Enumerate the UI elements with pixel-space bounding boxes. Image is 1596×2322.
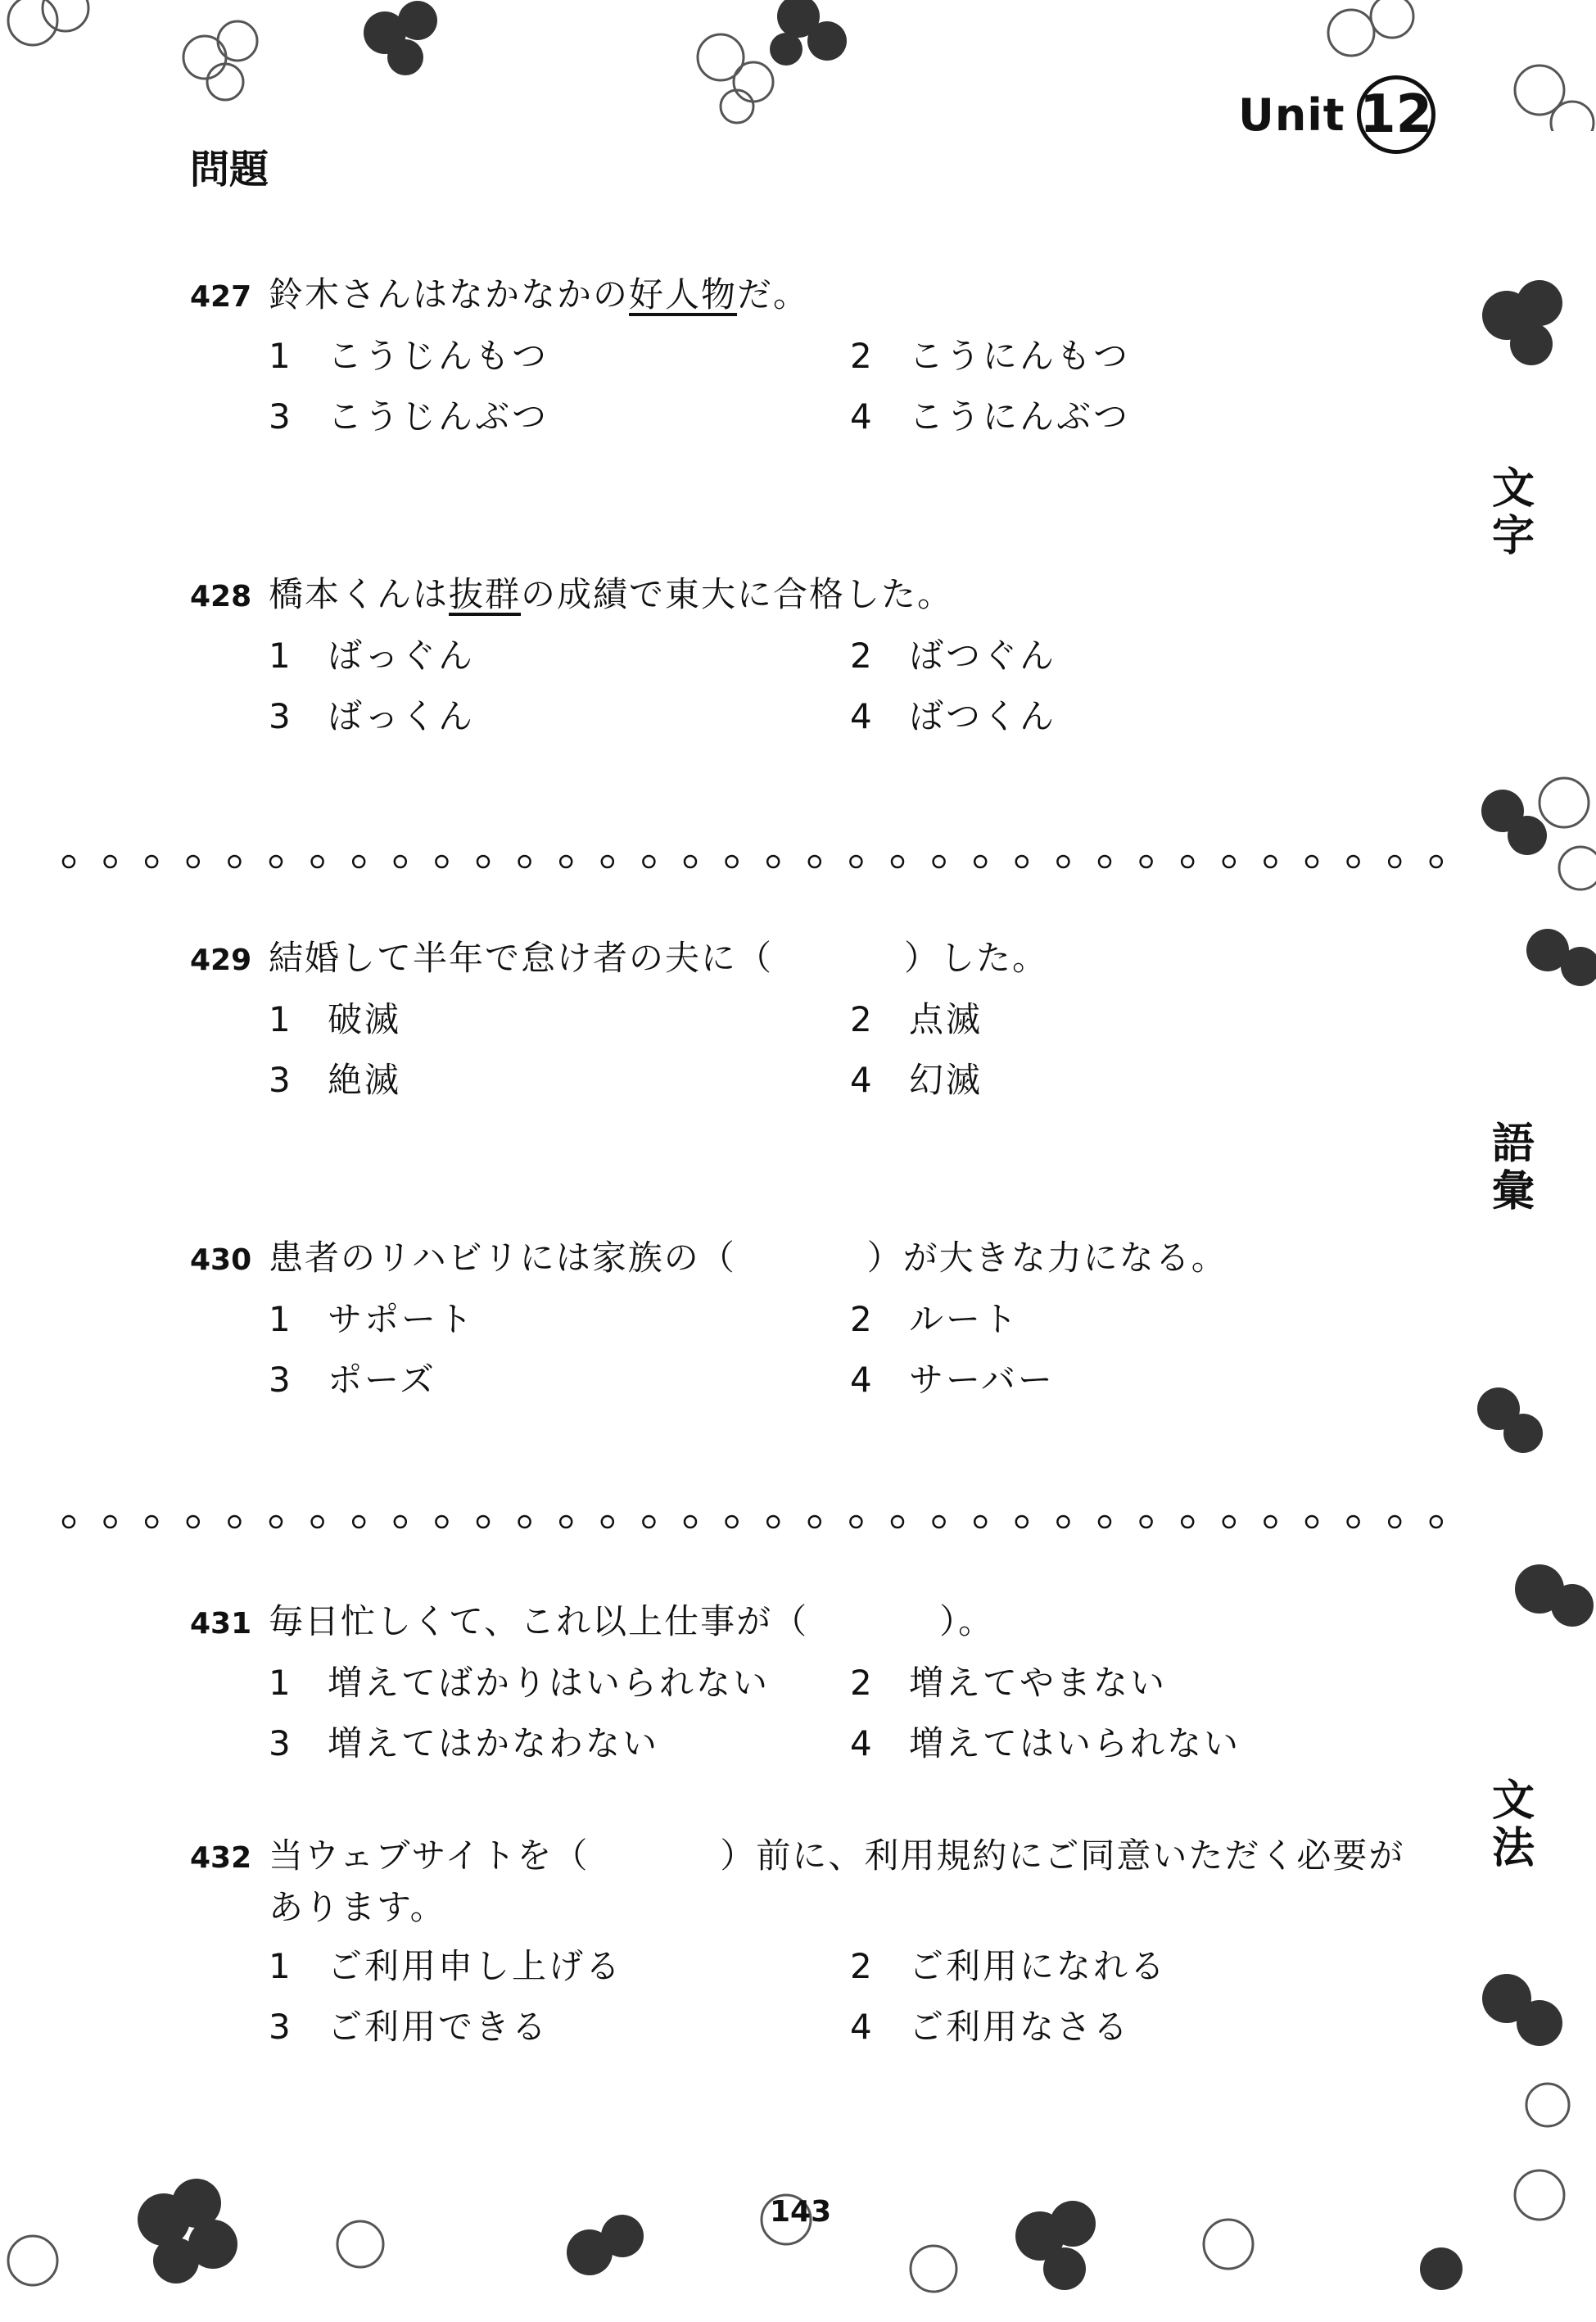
question-430 [190, 1233, 1435, 1405]
option-2[interactable]: 2 ご利用になれる [850, 1946, 1168, 1986]
separator-dot [726, 1516, 738, 1528]
option-3[interactable]: 3 絶滅 [269, 1060, 402, 1100]
question-text: 結婚して半年で怠け者の夫に（ ）した。 [269, 938, 1049, 978]
separator-dot [1431, 856, 1442, 867]
option-4[interactable]: 4 幻滅 [850, 1060, 983, 1100]
separator-dot [105, 856, 116, 867]
separator-dot [726, 856, 738, 867]
dotted-separator [61, 852, 1453, 871]
question-429 [190, 934, 1435, 1105]
separator-dot [1182, 1516, 1193, 1528]
options [269, 1942, 1435, 2052]
separator-dot [395, 856, 406, 867]
question-428 [190, 570, 1435, 741]
separator-dot [934, 1516, 945, 1528]
separator-dot [105, 1516, 116, 1528]
separator-dot [353, 856, 364, 867]
option-4[interactable]: 4 こうにんぶつ [850, 396, 1131, 437]
options [269, 1659, 1435, 1768]
option-2[interactable]: 2 ばつぐん [850, 636, 1057, 676]
separator-dot [353, 1516, 364, 1528]
underlined-word: 抜群 [449, 574, 522, 614]
question-number: 427 [190, 280, 252, 314]
option-3[interactable]: 3 ばっくん [269, 696, 476, 736]
separator-dot [892, 856, 903, 867]
separator-dot [767, 856, 779, 867]
separator-dot [146, 856, 157, 867]
separator-dot [312, 1516, 323, 1528]
underlined-word: 好人物 [629, 274, 738, 315]
options [269, 332, 1435, 441]
option-1[interactable]: 1 破滅 [269, 999, 402, 1039]
separator-dot [850, 1516, 861, 1528]
option-4[interactable]: 4 増えてはいられない [850, 1723, 1241, 1763]
option-2[interactable]: 2 増えてやまない [850, 1663, 1168, 1703]
separator-dot [1348, 856, 1359, 867]
section-title: 問題 [190, 147, 269, 192]
question-427 [190, 270, 1435, 441]
separator-dot [228, 1516, 240, 1528]
side-label-char: 文 [1491, 464, 1535, 514]
separator-dot [1016, 1516, 1028, 1528]
separator-dot [477, 856, 489, 867]
dotted-separator [61, 1512, 1453, 1532]
option-4[interactable]: 4 ご利用なさる [850, 2007, 1131, 2047]
separator-dot [1141, 1516, 1152, 1528]
separator-dot [436, 856, 447, 867]
separator-dot [934, 856, 945, 867]
side-label-moji [1489, 465, 1538, 560]
separator-dot [1348, 1516, 1359, 1528]
unit-label: Unit [1238, 88, 1345, 141]
flower-decoration-bottom [0, 2146, 1596, 2322]
side-label-char: 字 [1491, 512, 1535, 561]
separator-dot [270, 856, 282, 867]
question-text: 橋本くんは抜群の成績で東大に合格した。 [269, 574, 954, 614]
separator-dot [602, 856, 613, 867]
separator-dot [643, 1516, 654, 1528]
option-4[interactable]: 4 サーバー [850, 1360, 1055, 1400]
separator-dot [974, 856, 986, 867]
separator-dot [767, 1516, 779, 1528]
side-label-char: 法 [1491, 1824, 1535, 1873]
question-text: 鈴木さんはなかなかの好人物だ。 [269, 274, 810, 315]
option-1[interactable]: 1 ご利用申し上げる [269, 1946, 623, 1986]
option-3[interactable]: 3 ポーズ [269, 1360, 436, 1400]
option-2[interactable]: 2 点滅 [850, 999, 983, 1039]
question-text-continuation: あります。 [269, 1887, 446, 1927]
separator-dot [974, 1516, 986, 1528]
question-432 [190, 1831, 1435, 2052]
separator-dot [1099, 1516, 1110, 1528]
separator-dot [1141, 856, 1152, 867]
separator-dot [519, 1516, 531, 1528]
options [269, 1295, 1435, 1405]
option-2[interactable]: 2 こうにんもつ [850, 336, 1131, 376]
page-number: 143 [770, 2195, 832, 2229]
separator-dot [1389, 1516, 1400, 1528]
separator-dot [270, 1516, 282, 1528]
option-2[interactable]: 2 ルート [850, 1299, 1020, 1339]
separator-dot [436, 1516, 447, 1528]
separator-dot [1182, 856, 1193, 867]
separator-dot [1264, 1516, 1276, 1528]
separator-dot [146, 1516, 157, 1528]
separator-dot [228, 856, 240, 867]
unit-number-badge: 12 [1357, 75, 1435, 154]
separator-dot [63, 856, 75, 867]
separator-dot [1431, 1516, 1442, 1528]
separator-dot [1016, 856, 1028, 867]
separator-dot [188, 1516, 199, 1528]
separator-dot [685, 1516, 696, 1528]
separator-dot [1306, 856, 1318, 867]
separator-dot [560, 856, 572, 867]
separator-dot [809, 856, 821, 867]
separator-dot [1264, 856, 1276, 867]
separator-dot [685, 856, 696, 867]
separator-dot [63, 1516, 75, 1528]
option-3[interactable]: 3 増えてはかなわない [269, 1723, 660, 1763]
separator-dot [850, 856, 861, 867]
option-1[interactable]: 1 こうじんもつ [269, 336, 549, 376]
separator-dot [602, 1516, 613, 1528]
separator-dot [1099, 856, 1110, 867]
question-number: 429 [190, 944, 252, 977]
separator-dot [809, 1516, 821, 1528]
option-1[interactable]: 1 サポート [269, 1299, 476, 1339]
question-number: 431 [190, 1607, 252, 1641]
separator-dot [312, 856, 323, 867]
separator-dot [1057, 856, 1069, 867]
question-text: 当ウェブサイトを（ ）前に、利用規約にご同意いただく必要が [269, 1835, 1405, 1876]
separator-dot [1306, 1516, 1318, 1528]
option-3[interactable]: 3 こうじんぶつ [269, 396, 549, 437]
option-1[interactable]: 1 増えてばかりはいられない [269, 1663, 771, 1703]
side-label-bunpo [1489, 1777, 1538, 1872]
option-1[interactable]: 1 ばっぐん [269, 636, 476, 676]
side-label-goi [1489, 1120, 1538, 1215]
separator-dot [395, 1516, 406, 1528]
question-text: 患者のリハビリには家族の（ ）が大きな力になる。 [269, 1238, 1228, 1278]
side-label-char: 語 [1491, 1120, 1535, 1169]
separator-dot [188, 856, 199, 867]
separator-dot [643, 856, 654, 867]
question-number: 430 [190, 1243, 252, 1277]
options [269, 631, 1435, 741]
question-number: 432 [190, 1841, 252, 1875]
unit-header [1238, 75, 1435, 154]
separator-dot [477, 1516, 489, 1528]
question-text: 毎日忙しくて、これ以上仕事が（ ）。 [269, 1601, 995, 1641]
separator-dot [1389, 856, 1400, 867]
question-431 [190, 1597, 1435, 1768]
separator-dot [892, 1516, 903, 1528]
separator-dot [1057, 1516, 1069, 1528]
separator-dot [560, 1516, 572, 1528]
question-number: 428 [190, 580, 252, 613]
option-3[interactable]: 3 ご利用できる [269, 2007, 549, 2047]
separator-dot [1223, 856, 1235, 867]
separator-dot [519, 856, 531, 867]
separator-dot [1223, 1516, 1235, 1528]
options [269, 995, 1435, 1105]
option-4[interactable]: 4 ばつくん [850, 696, 1057, 736]
side-label-char: 文 [1491, 1777, 1535, 1826]
side-label-char: 彙 [1491, 1167, 1535, 1216]
